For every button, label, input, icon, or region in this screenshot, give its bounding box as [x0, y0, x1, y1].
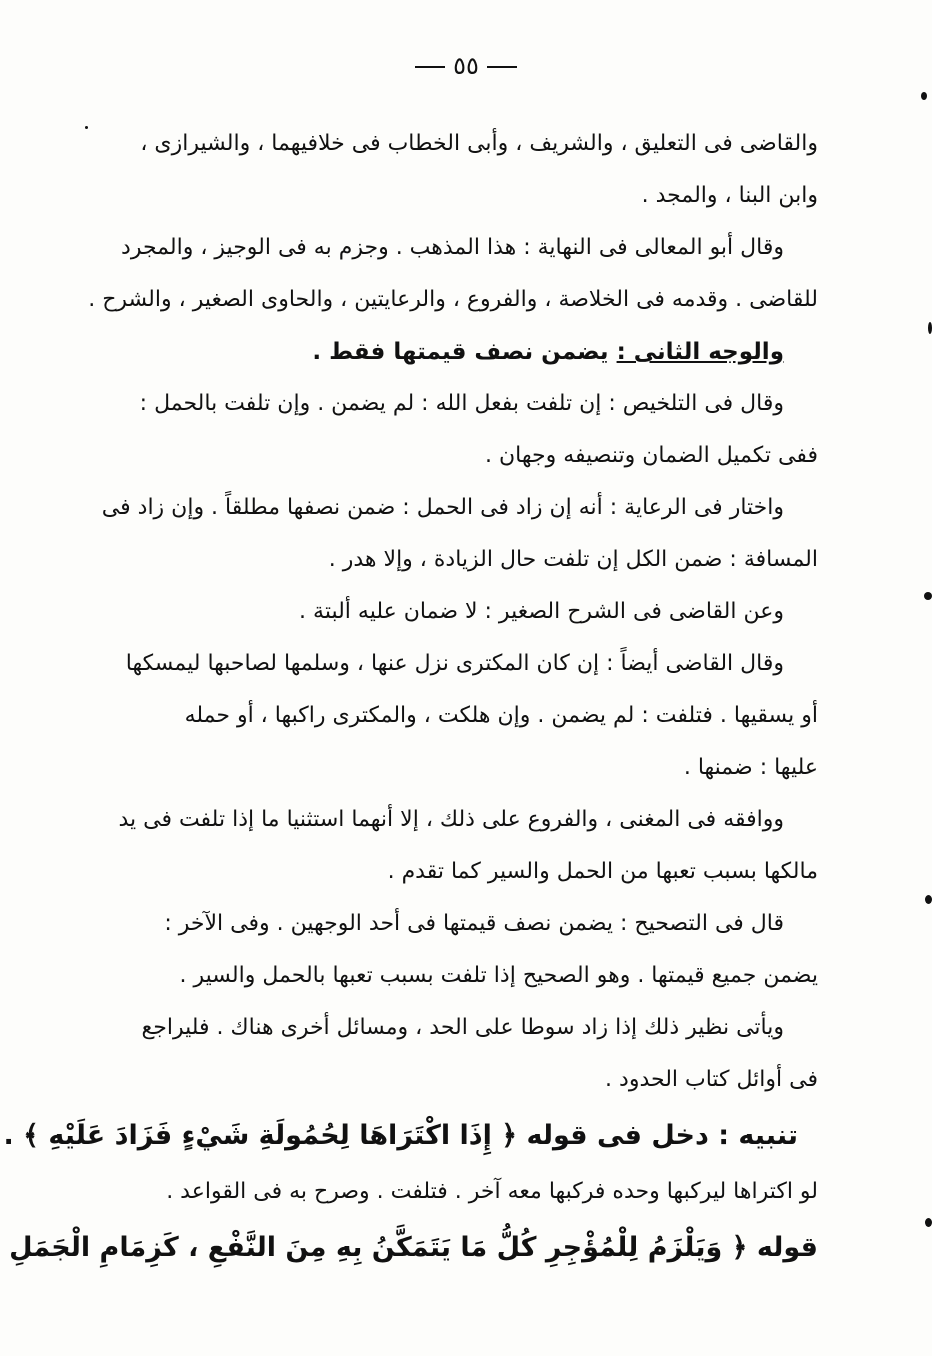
right-dash — [487, 66, 517, 68]
text-line-9: المسافة : ضمن الكل إن تلفت حال الزيادة ، وإلا هدر . — [328, 547, 818, 572]
body-text — [3, 118, 818, 1278]
note-line — [3, 1106, 818, 1166]
text-line-4: للقاضى . وقدمه فى الخلاصة ، والفروع ، والرعايتين ، والحاوى الصغير ، والشرح . — [88, 287, 818, 312]
page-number-text: ٥٥ — [453, 52, 479, 80]
page-number — [0, 52, 932, 80]
ink-speck — [925, 1218, 932, 1227]
text-line-7: ففى تكميل الضمان وتنصيفه وجهان . — [485, 443, 818, 468]
text-line-18: ويأتى نظير ذلك إذا زاد سوطا على الحد ، ومسائل أخرى هناك . فليراجع — [141, 1015, 784, 1040]
text-line-13: عليها : ضمنها . — [683, 755, 818, 780]
text-line-12: أو يسقيها . فتلفت : لم يضمن . وإن هلكت ، والمكترى راكبها ، أو حمله — [184, 703, 818, 728]
section-heading-line — [168, 326, 818, 378]
ink-speck — [85, 126, 88, 129]
text-line-2: وابن البنا ، والمجد . — [641, 183, 818, 208]
ink-speck — [921, 92, 927, 100]
text-line-1: والقاضى فى التعليق ، والشريف ، وأبى الخطاب فى خلافيهما ، والشيرازى ، — [140, 131, 818, 156]
text-line-8: واختار فى الرعاية : أنه إن زاد فى الحمل : ضمن نصفها مطلقاً . وإن زاد فى — [101, 495, 784, 520]
text-line-17: يضمن جميع قيمتها . وهو الصحيح إذا تلفت بسبب تعبها بالحمل والسير . — [179, 963, 818, 988]
text-line-6: وقال فى التلخيص : إن تلفت بفعل الله : لم يضمن . وإن تلفت بالحمل : — [139, 391, 784, 416]
note-label: تنبيه : — [718, 1120, 798, 1151]
section-heading-text: يضمن نصف قيمتها فقط . — [312, 339, 609, 365]
section-heading-label: والوجه الثانى : — [616, 339, 784, 365]
text-line-10: وعن القاضى فى الشرح الصغير : لا ضمان عليه ألبتة . — [299, 599, 784, 624]
ink-speck — [924, 592, 932, 600]
text-line-15: مالكها بسبب تعبها من الحمل والسير كما تقدم . — [387, 859, 818, 884]
text-line-11: وقال القاضى أيضاً : إن كان المكترى نزل عنها ، وسلمها لصاحبها ليمسكها — [125, 651, 784, 676]
final-quote-line: قوله ﴿ وَيَلْزَمُ لِلْمُؤْجِرِ كُلُّ مَا يَتَمَكَّنُ بِهِ مِنَ النَّفْعِ ، كَزِمَامِ الْجَمَلِ — [9, 1232, 818, 1263]
text-line-19: فى أوائل كتاب الحدود . — [605, 1067, 818, 1092]
left-dash — [415, 66, 445, 68]
note-continuation-line: لو اكتراها ليركبها وحده فركبها معه آخر . فتلفت . وصرح به فى القواعد . — [166, 1179, 818, 1204]
note-text: دخل فى قوله ﴿ إِذَا اكْتَرَاهَا لِحُمُولَةِ شَيْءٍ فَزَادَ عَلَيْهِ ﴾ . — [3, 1120, 709, 1151]
ink-speck — [925, 895, 932, 904]
text-line-16: قال فى التصحيح : يضمن نصف قيمتها فى أحد الوجهين . وفى الآخر : — [164, 911, 784, 936]
text-line-14: ووافقه فى المغنى ، والفروع على ذلك ، إلا أنهما استثنيا ما إذا تلفت فى يد — [118, 807, 784, 832]
ink-speck — [928, 322, 932, 334]
text-line-3: وقال أبو المعالى فى النهاية : هذا المذهب . وجزم به فى الوجيز ، والمجرد — [121, 235, 784, 260]
